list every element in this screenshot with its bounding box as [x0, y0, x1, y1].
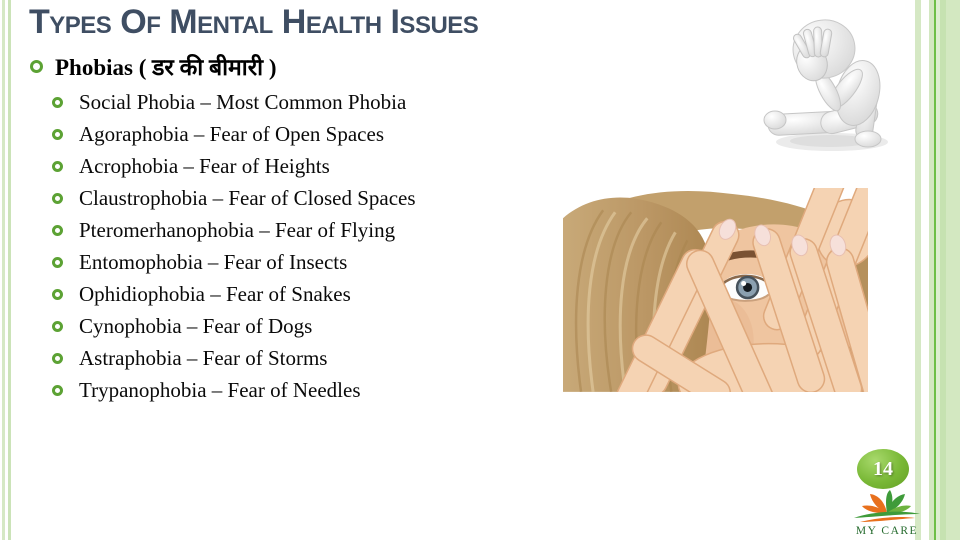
list-item — [52, 310, 416, 342]
bullet-ring-icon — [52, 385, 63, 396]
mycare-logo-text: MY CARE — [855, 525, 919, 537]
list-item-text: Ophidiophobia – Fear of Snakes — [79, 281, 351, 306]
phobias-heading-row — [30, 50, 277, 82]
bullet-ring-icon — [52, 353, 63, 364]
list-item-text: Entomophobia – Fear of Insects — [79, 249, 348, 274]
woman-peeking-illustration — [563, 188, 868, 392]
bullet-ring-icon — [52, 289, 63, 300]
woman-peeking-image — [563, 188, 868, 392]
sad-figure-illustration — [762, 5, 914, 157]
left-border-line-inner — [8, 0, 11, 540]
page-number: 14 — [873, 457, 893, 480]
mycare-logo — [847, 488, 927, 537]
list-item-text: Social Phobia – Most Common Phobia — [79, 89, 407, 114]
list-item-text: Acrophobia – Fear of Heights — [79, 153, 330, 178]
list-item — [52, 374, 416, 406]
list-item — [52, 342, 416, 374]
list-item — [52, 118, 416, 150]
list-item-text: Agoraphobia – Fear of Open Spaces — [79, 121, 384, 146]
right-border-stripe-band — [929, 0, 960, 540]
slide-title: Types Of Mental Health Issues — [29, 3, 479, 41]
list-item-text: Astraphobia – Fear of Storms — [79, 345, 328, 370]
bullet-ring-icon — [52, 161, 63, 172]
left-border-line-outer — [2, 0, 5, 540]
list-item — [52, 182, 416, 214]
bullet-ring-icon — [52, 97, 63, 108]
bullet-ring-icon — [52, 129, 63, 140]
list-item — [52, 86, 416, 118]
bullet-ring-icon — [52, 193, 63, 204]
right-border-stripe-thin — [915, 0, 921, 540]
list-item — [52, 246, 416, 278]
mycare-logo-icon — [849, 488, 925, 526]
list-item — [52, 214, 416, 246]
bullet-ring-icon — [52, 257, 63, 268]
sad-figure-image — [762, 5, 914, 157]
page-number-badge — [857, 449, 909, 489]
phobia-list — [52, 86, 416, 406]
bullet-ring-icon — [52, 225, 63, 236]
bullet-ring-icon — [30, 60, 43, 73]
list-item-text: Trypanophobia – Fear of Needles — [79, 377, 361, 402]
bullet-ring-icon — [52, 321, 63, 332]
list-item-text: Claustrophobia – Fear of Closed Spaces — [79, 185, 416, 210]
list-item — [52, 278, 416, 310]
phobias-heading: Phobias ( डर की बीमारी ) — [55, 55, 277, 80]
list-item — [52, 150, 416, 182]
list-item-text: Cynophobia – Fear of Dogs — [79, 313, 313, 338]
list-item-text: Pteromerhanophobia – Fear of Flying — [79, 217, 396, 242]
